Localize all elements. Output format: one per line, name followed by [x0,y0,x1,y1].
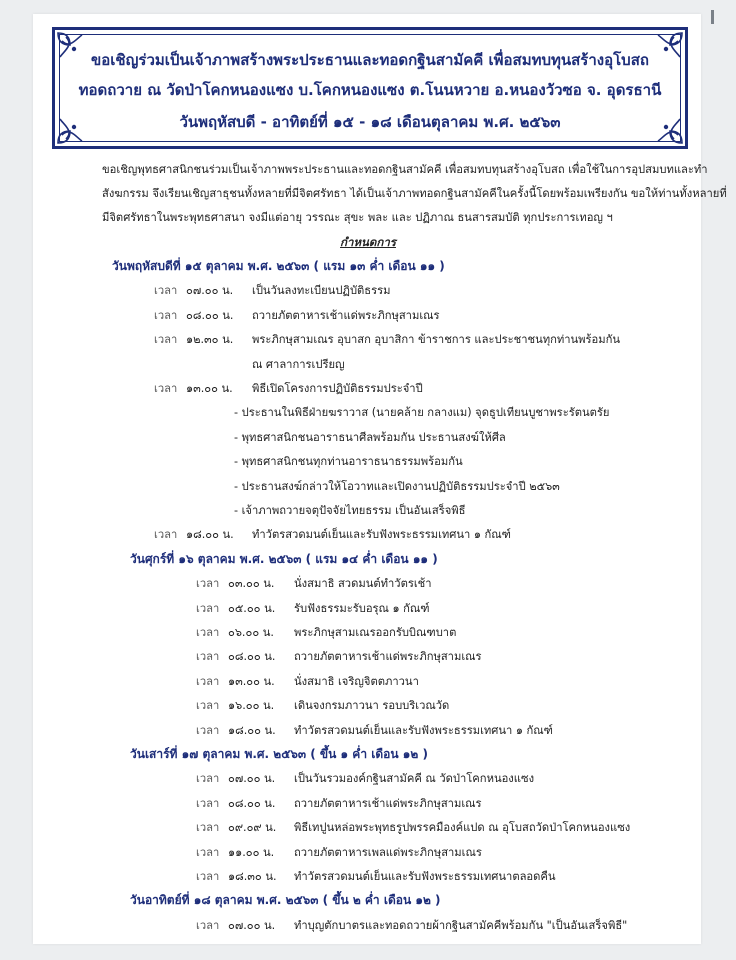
activity-text: นั่งสมาธิ เจริญจิตตภาวนา [294,674,419,688]
window-edge-marker [711,10,714,24]
time-value: ๐๖.๐๐ น. [228,626,274,639]
activity-text: ทำบุญตักบาตรและทอดถวายผ้ากฐินสามัคคีพร้อมกัน "เป็นอันเสร็จพิธี" [294,918,628,932]
intro-line: มีจิตศรัทธาในพระพุทธศาสนา จงมีแต่อายุ วรรณะ สุขะ พละ และ ปฏิภาณ ธนสารสมบัติ ทุกประการเทอญ ฯ [102,211,613,224]
time-label: เวลา [154,333,178,347]
activity-text: ทำวัตรสวดมนต์เย็นและรับฟังพระธรรมเทศนา ๑ กัณฑ์ [294,723,553,737]
time-value: ๑๓.๐๐ น. [186,382,233,395]
time-label: เวลา [196,577,220,591]
time-value: ๑๘.๓๐ น. [228,870,277,883]
schedule-item [154,379,423,397]
time-value: ๑๑.๐๐ น. [228,845,275,859]
bullet-item: - เจ้าภาพถวายจตุปัจจัยไทยธรรม เป็นอันเสร็จพิธี [234,504,466,517]
time-label: เวลา [196,821,220,835]
schedule-item [196,599,430,617]
activity-text: เป็นวันรวมองค์กฐินสามัคคี ณ วัดป่าโคกหนองแซง [294,772,535,786]
schedule-item [196,721,553,739]
time-label: เวลา [154,528,178,542]
time-value: ๐๕.๐๐ น. [228,601,276,615]
schedule-item [154,281,391,299]
time-label: เวลา [154,382,178,395]
title-line-2: ทอดถวาย ณ วัดป่าโคกหนองแซง บ.โคกหนองแซง ต.โนนหวาย อ.หนองวัวซอ จ. อุดรธานี [78,81,662,99]
time-label: เวลา [196,772,220,786]
intro-line: ขอเชิญพุทธศาสนิกชนร่วมเป็นเจ้าภาพพระประธานและทอดกฐินสามัคคี เพื่อสมทบทุนสร้างอุโบสถ เพื่อใช้ในการอุปสมบทและทำ [102,163,708,176]
schedule-item [196,794,482,812]
activity-continuation: ณ ศาลาการเปรียญ [252,357,345,371]
time-label: เวลา [196,601,220,615]
title-line-3: วันพฤหัสบดี - อาทิตย์ที่ ๑๕ - ๑๘ เดือนตุลาคม พ.ศ. ๒๕๖๓ [179,113,561,131]
time-label: เวลา [154,308,178,322]
schedule-item [196,623,456,641]
schedule-item [154,525,511,543]
time-label: เวลา [196,674,220,688]
schedule-item [196,672,419,690]
time-label: เวลา [196,626,220,639]
activity-text: ทำวัตรสวดมนต์เย็นและรับฟังพระธรรมเทศนาตลอดคืน [294,870,556,883]
day-heading: วันอาทิตย์ที่ ๑๘ ตุลาคม พ.ศ. ๒๕๖๓ ( ขึ้น ๒ ค่ำ เดือน ๑๒ ) [130,893,441,908]
activity-text: ถวายภัตตาหารเพลแด่พระภิกษุสามเณร [294,845,482,859]
time-value: ๐๗.๐๐ น. [228,918,276,932]
time-label: เวลา [196,723,220,737]
time-value: ๑๒.๓๐ น. [186,333,234,347]
bullet-item: - พุทธศาสนิกชนทุกท่านอาราธนาธรรมพร้อมกัน [234,455,463,469]
time-value: ๑๖.๐๐ น. [228,699,275,713]
bullet-item: - พุทธศาสนิกชนอาราธนาศีลพร้อมกัน ประธานสงฆ์ให้ศีล [234,430,506,444]
activity-text: ถวายภัตตาหารเช้าแด่พระภิกษุสามเณร [294,796,482,810]
schedule-heading: กำหนดการ [340,235,396,249]
activity-text: พิธีเทปูนหล่อพระพุทธรูปพรรคมืองค์แปด ณ อุโบสถวัดป่าโคกหนองแซง [294,821,631,835]
day-heading: วันเสาร์ที่ ๑๗ ตุลาคม พ.ศ. ๒๕๖๓ ( ขึ้น ๑ ค่ำ เดือน ๑๒ ) [130,747,428,761]
activity-text: พระภิกษุสามเณรออกรับบิณฑบาต [294,626,457,639]
time-value: ๐๙.๐๙ น. [228,821,277,835]
time-label: เวลา [196,650,220,664]
schedule-item [196,574,432,592]
schedule-item [196,843,482,861]
time-value: ๐๘.๐๐ น. [228,796,276,810]
activity-text: ถวายภัตตาหารเช้าแด่พระภิกษุสามเณร [252,308,440,322]
activity-text: ทำวัตรสวดมนต์เย็นและรับฟังพระธรรมเทศนา ๑ กัณฑ์ [252,528,511,542]
day-heading: วันศุกร์ที่ ๑๖ ตุลาคม พ.ศ. ๒๕๖๓ ( แรม ๑๔ ค่ำ เดือน ๑๑ ) [130,551,438,566]
schedule-item [196,867,556,885]
time-label: เวลา [196,796,220,810]
schedule-item [196,818,630,836]
time-value: ๑๘.๐๐ น. [228,723,276,737]
day-heading: วันพฤหัสบดีที่ ๑๕ ตุลาคม พ.ศ. ๒๕๖๓ ( แรม ๑๓ ค่ำ เดือน ๑๑ ) [112,259,445,273]
activity-text: รับฟังธรรมะรับอรุณ ๑ กัณฑ์ [294,601,430,615]
time-label: เวลา [196,699,220,713]
time-value: ๐๘.๐๐ น. [186,308,234,322]
time-value: ๐๗.๐๐ น. [186,284,234,298]
schedule-item [196,769,534,787]
time-label: เวลา [196,918,220,932]
time-value: ๑๓.๐๐ น. [228,674,275,688]
intro-paragraph [102,158,727,230]
activity-text: นั่งสมาธิ สวดมนต์ทำวัตรเช้า [294,577,432,591]
time-value: ๐๘.๐๐ น. [228,650,276,664]
schedule-item [154,330,620,348]
activity-text: เป็นวันลงทะเบียนปฏิบัติธรรม [252,284,391,298]
time-value: ๐๓.๐๐ น. [228,577,275,591]
schedule-item [196,916,627,934]
schedule-item [196,647,482,665]
activity-text: พิธีเปิดโครงการปฏิบัติธรรมประจำปี [252,382,423,395]
bullet-item: - ประธานในพิธีฝ่ายฆราวาส (นายคล้าย กลางแม) จุดธูปเทียนบูชาพระรัตนตรัย [234,406,610,420]
activity-text: เดินจงกรมภาวนา รอบบริเวณวัด [294,699,450,713]
schedule-item [196,696,449,714]
schedule-item [154,306,440,324]
title-frame [52,27,688,149]
time-value: ๑๘.๐๐ น. [186,528,234,542]
intro-line: สังฆกรรม จึงเรียนเชิญสาธุชนทั้งหลายที่มีจิตศรัทธา ได้เป็นเจ้าภาพทอดกฐินสามัคคีในครั้งนี้โดยพร้อมเพรียงกัน ขอให้ท่านทั้งหลายที่ [102,187,727,200]
activity-text: ถวายภัตตาหารเช้าแด่พระภิกษุสามเณร [294,650,482,664]
bullet-item: - ประธานสงฆ์กล่าวให้โอวาทและเปิดงานปฏิบัติธรรมประจำปี ๒๕๖๓ [234,479,560,493]
title-line-1: ขอเชิญร่วมเป็นเจ้าภาพสร้างพระประธานและทอดกฐินสามัคคี เพื่อสมทบทุนสร้างอุโบสถ [91,51,649,69]
time-label: เวลา [154,284,178,298]
activity-text: พระภิกษุสามเณร อุบาสก อุบาสิกา ข้าราชการ และประชาชนทุกท่านพร้อมกัน [252,333,621,347]
time-label: เวลา [196,845,220,859]
time-label: เวลา [196,870,220,883]
time-value: ๐๗.๐๐ น. [228,772,276,786]
